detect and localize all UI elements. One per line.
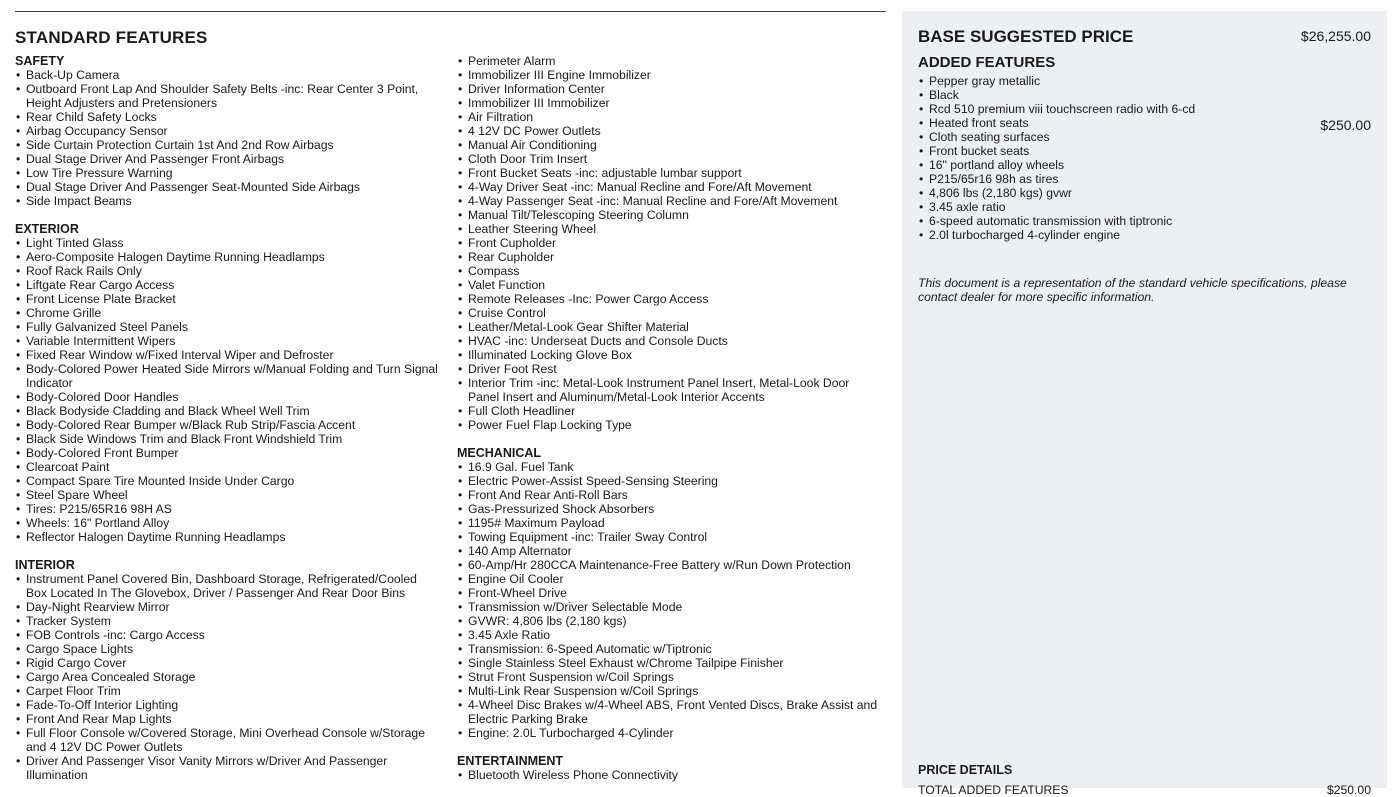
- feature-item: • Single Stainless Steel Exhaust w/Chrome Tailpipe Finisher: [457, 656, 882, 670]
- feature-item: • Low Tire Pressure Warning: [15, 166, 440, 180]
- feature-item: • Remote Releases -Inc: Power Cargo Access: [457, 292, 882, 306]
- feature-item: • Full Floor Console w/Covered Storage, Mini Overhead Console w/Storage and 4 12V DC Power Outlets: [15, 726, 440, 754]
- feature-item: • Cargo Area Concealed Storage: [15, 670, 440, 684]
- added-features-title: ADDED FEATURES: [918, 54, 1056, 71]
- feature-item: • GVWR: 4,806 lbs (2,180 kgs): [457, 614, 882, 628]
- feature-item: • Chrome Grille: [15, 306, 440, 320]
- feature-item: • Side Curtain Protection Curtain 1st And 2nd Row Airbags: [15, 138, 440, 152]
- exterior-list: [15, 236, 440, 544]
- feature-item: • 6-speed automatic transmission with tiptronic: [918, 214, 1371, 228]
- feature-item: • 4,806 lbs (2,180 kgs) gvwr: [918, 186, 1371, 200]
- feature-item: • Front bucket seats: [918, 144, 1371, 158]
- feature-item: • Driver And Passenger Visor Vanity Mirrors w/Driver And Passenger Illumination: [15, 754, 440, 782]
- safety-heading: SAFETY: [15, 54, 65, 68]
- feature-item: • Power Fuel Flap Locking Type: [457, 418, 882, 432]
- feature-item: • 4-Wheel Disc Brakes w/4-Wheel ABS, Front Vented Discs, Brake Assist and Electric Parking Brake: [457, 698, 882, 726]
- feature-item: • Air Filtration: [457, 110, 882, 124]
- mechanical-list: [457, 460, 882, 740]
- feature-item: • Immobilizer III Engine Immobilizer: [457, 68, 882, 82]
- feature-item: • Black Bodyside Cladding and Black Wheel Well Trim: [15, 404, 440, 418]
- feature-item: • Cruise Control: [457, 306, 882, 320]
- entertainment-list: [457, 768, 882, 782]
- feature-item: • 2.0l turbocharged 4-cylinder engine: [918, 228, 1371, 242]
- interior-heading: INTERIOR: [15, 558, 75, 572]
- feature-item: • Compact Spare Tire Mounted Inside Under Cargo: [15, 474, 440, 488]
- feature-item: • 16.9 Gal. Fuel Tank: [457, 460, 882, 474]
- features-column-left: [15, 54, 440, 782]
- feature-item: • Perimeter Alarm: [457, 54, 882, 68]
- feature-item: • Instrument Panel Covered Bin, Dashboard Storage, Refrigerated/Cooled Box Located In The Glovebox, Driver / Passenger And Rear Door Bins: [15, 572, 440, 600]
- feature-item: • Black: [918, 88, 1371, 102]
- feature-item: • Transmission: 6-Speed Automatic w/Tiptronic: [457, 642, 882, 656]
- feature-item: • Strut Front Suspension w/Coil Springs: [457, 670, 882, 684]
- feature-item: • Front-Wheel Drive: [457, 586, 882, 600]
- base-price-value: $26,255.00: [1300, 28, 1371, 44]
- feature-item: • Light Tinted Glass: [15, 236, 440, 250]
- feature-item: • Compass: [457, 264, 882, 278]
- interior-continued-list: [457, 54, 882, 432]
- total-added-label: TOTAL ADDED FEATURES: [918, 783, 1069, 797]
- feature-item: • Towing Equipment -inc: Trailer Sway Control: [457, 530, 882, 544]
- feature-item: • Fully Galvanized Steel Panels: [15, 320, 440, 334]
- feature-item: • Gas-Pressurized Shock Absorbers: [457, 502, 882, 516]
- feature-item: • Tires: P215/65R16 98H AS: [15, 502, 440, 516]
- feature-item: • Valet Function: [457, 278, 882, 292]
- feature-item: • Rigid Cargo Cover: [15, 656, 440, 670]
- feature-item: • 60-Amp/Hr 280CCA Maintenance-Free Battery w/Run Down Protection: [457, 558, 882, 572]
- feature-item: • Engine: 2.0L Turbocharged 4-Cylinder: [457, 726, 882, 740]
- feature-item: • Bluetooth Wireless Phone Connectivity: [457, 768, 882, 782]
- feature-item: • Roof Rack Rails Only: [15, 264, 440, 278]
- feature-item: • 4 12V DC Power Outlets: [457, 124, 882, 138]
- feature-item: • Body-Colored Rear Bumper w/Black Rub Strip/Fascia Accent: [15, 418, 440, 432]
- feature-item: • Back-Up Camera: [15, 68, 440, 82]
- feature-item: • 1195# Maximum Payload: [457, 516, 882, 530]
- feature-item: • Manual Tilt/Telescoping Steering Column: [457, 208, 882, 222]
- feature-item: • Engine Oil Cooler: [457, 572, 882, 586]
- safety-list: [15, 68, 440, 208]
- feature-item: • Front Cupholder: [457, 236, 882, 250]
- feature-item: • Transmission w/Driver Selectable Mode: [457, 600, 882, 614]
- feature-item: • Leather/Metal-Look Gear Shifter Material: [457, 320, 882, 334]
- feature-item: • 140 Amp Alternator: [457, 544, 882, 558]
- feature-item: • Tracker System: [15, 614, 440, 628]
- feature-item: • Rcd 510 premium viii touchscreen radio with 6-cd: [918, 102, 1371, 116]
- feature-item: • Rear Cupholder: [457, 250, 882, 264]
- feature-item: • Front Bucket Seats -inc: adjustable lumbar support: [457, 166, 882, 180]
- feature-item: • P215/65r16 98h as tires: [918, 172, 1371, 186]
- interior-list: [15, 572, 440, 782]
- feature-item: • Cargo Space Lights: [15, 642, 440, 656]
- feature-item: • Body-Colored Door Handles: [15, 390, 440, 404]
- feature-item: • Variable Intermittent Wipers: [15, 334, 440, 348]
- feature-item: • Full Cloth Headliner: [457, 404, 882, 418]
- feature-item: • Aero-Composite Halogen Daytime Running Headlamps: [15, 250, 440, 264]
- price-panel: [902, 11, 1387, 797]
- feature-item: • Front And Rear Map Lights: [15, 712, 440, 726]
- added-feature-price: $250.00: [1320, 117, 1371, 133]
- feature-item: • Fade-To-Off Interior Lighting: [15, 698, 440, 712]
- feature-item: • Body-Colored Power Heated Side Mirrors w/Manual Folding and Turn Signal Indicator: [15, 362, 440, 390]
- added-features-list: [918, 74, 1371, 242]
- feature-item: • Airbag Occupancy Sensor: [15, 124, 440, 138]
- feature-item: • Illuminated Locking Glove Box: [457, 348, 882, 362]
- feature-item: • 4-Way Driver Seat -inc: Manual Recline and Fore/Aft Movement: [457, 180, 882, 194]
- feature-item: • Fixed Rear Window w/Fixed Interval Wiper and Defroster: [15, 348, 440, 362]
- feature-item: • Wheels: 16" Portland Alloy: [15, 516, 440, 530]
- feature-item: • Black Side Windows Trim and Black Front Windshield Trim: [15, 432, 440, 446]
- standard-features-title: STANDARD FEATURES: [15, 28, 208, 47]
- feature-item: • 16" portland alloy wheels: [918, 158, 1371, 172]
- exterior-heading: EXTERIOR: [15, 222, 79, 236]
- price-details-title: PRICE DETAILS: [918, 763, 1013, 777]
- top-divider: [15, 11, 886, 12]
- entertainment-heading: ENTERTAINMENT: [457, 754, 564, 768]
- feature-item: • Reflector Halogen Daytime Running Headlamps: [15, 530, 440, 544]
- feature-item: • Front And Rear Anti-Roll Bars: [457, 488, 882, 502]
- feature-item: • 3.45 Axle Ratio: [457, 628, 882, 642]
- feature-item: • Liftgate Rear Cargo Access: [15, 278, 440, 292]
- feature-item: • Manual Air Conditioning: [457, 138, 882, 152]
- feature-item: • 3.45 axle ratio: [918, 200, 1371, 214]
- feature-item: • Immobilizer III Immobilizer: [457, 96, 882, 110]
- feature-item: • Clearcoat Paint: [15, 460, 440, 474]
- feature-item: • Side Impact Beams: [15, 194, 440, 208]
- feature-item: • Rear Child Safety Locks: [15, 110, 440, 124]
- feature-item: • Cloth Door Trim Insert: [457, 152, 882, 166]
- base-price-title: BASE SUGGESTED PRICE: [918, 27, 1134, 46]
- feature-item: • 4-Way Passenger Seat -inc: Manual Recline and Fore/Aft Movement: [457, 194, 882, 208]
- feature-item: • Steel Spare Wheel: [15, 488, 440, 502]
- feature-item: • HVAC -inc: Underseat Ducts and Console Ducts: [457, 334, 882, 348]
- feature-item: • FOB Controls -inc: Cargo Access: [15, 628, 440, 642]
- feature-item: • Front License Plate Bracket: [15, 292, 440, 306]
- mechanical-heading: MECHANICAL: [457, 446, 542, 460]
- feature-item: • Body-Colored Front Bumper: [15, 446, 440, 460]
- feature-item: • Heated front seats: [918, 116, 1371, 130]
- feature-item: • Driver Foot Rest: [457, 362, 882, 376]
- feature-item: • Leather Steering Wheel: [457, 222, 882, 236]
- feature-item: • Interior Trim -inc: Metal-Look Instrument Panel Insert, Metal-Look Door Panel Insert and Aluminum/Metal-Look Interior Accents: [457, 376, 882, 404]
- feature-item: • Dual Stage Driver And Passenger Seat-Mounted Side Airbags: [15, 180, 440, 194]
- disclaimer-note: This document is a representation of the standard vehicle specifications, please contact dealer for more specific information.: [918, 276, 1347, 304]
- feature-item: • Driver Information Center: [457, 82, 882, 96]
- total-added-value: $250.00: [1326, 783, 1371, 797]
- feature-item: • Pepper gray metallic: [918, 74, 1371, 88]
- feature-item: • Electric Power-Assist Speed-Sensing Steering: [457, 474, 882, 488]
- feature-item: • Dual Stage Driver And Passenger Front Airbags: [15, 152, 440, 166]
- feature-item: • Day-Night Rearview Mirror: [15, 600, 440, 614]
- feature-item: • Multi-Link Rear Suspension w/Coil Springs: [457, 684, 882, 698]
- feature-item: • Outboard Front Lap And Shoulder Safety Belts -inc: Rear Center 3 Point, Height Adjusters and Pretensioners: [15, 82, 440, 110]
- features-column-right: [457, 54, 882, 782]
- feature-item: • Carpet Floor Trim: [15, 684, 440, 698]
- feature-item: • Cloth seating surfaces: [918, 130, 1371, 144]
